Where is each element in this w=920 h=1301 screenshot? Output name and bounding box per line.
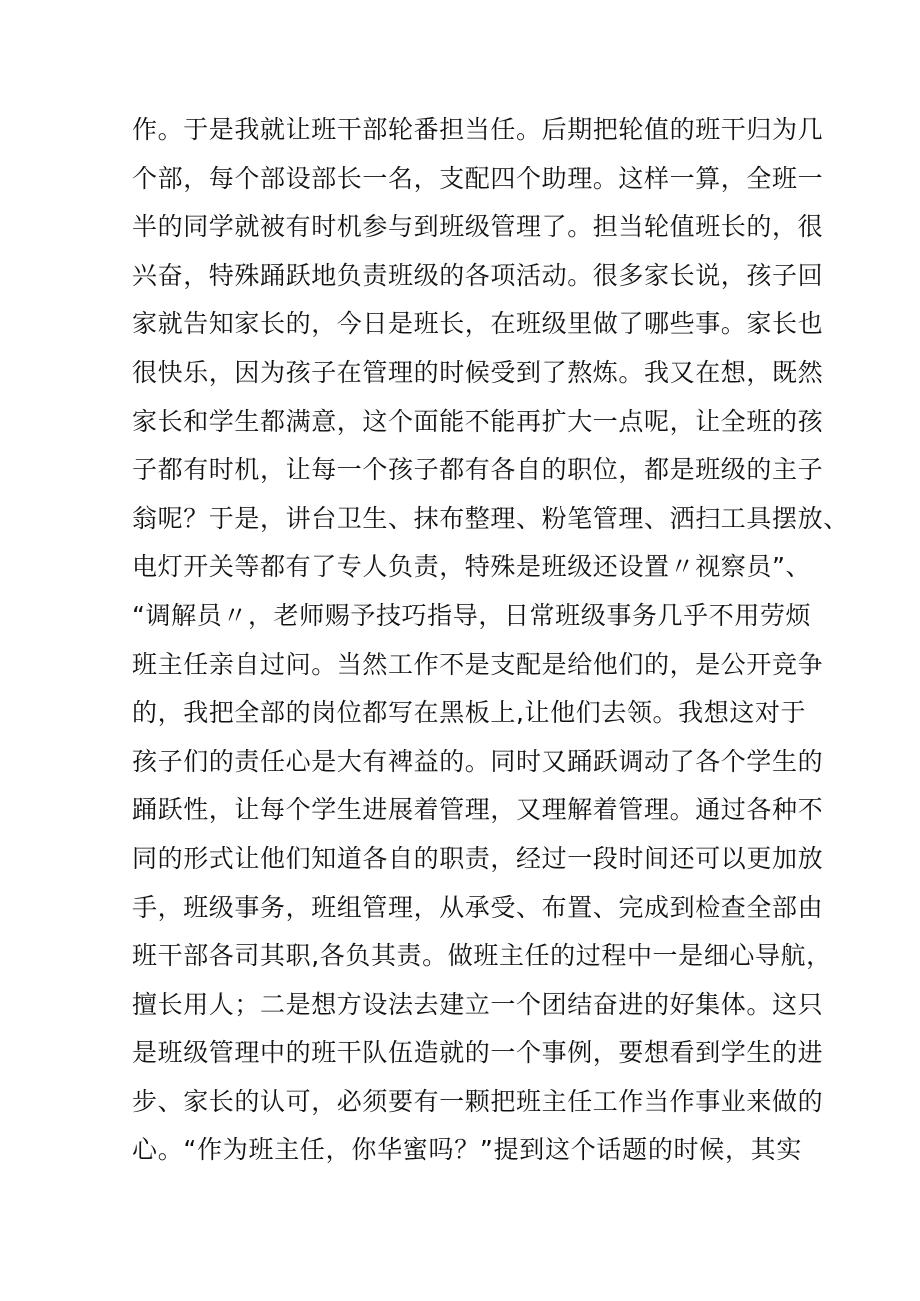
text-line: 家长和学生都满意，这个面能不能再扩大一点呢，让全班的孩 xyxy=(132,406,824,436)
text-line: 是班级管理中的班干队伍造就的一个事例，要想看到学生的进 xyxy=(132,1038,824,1068)
text-line: 子都有时机，让每一个孩子都有各自的职位，都是班级的主子 xyxy=(132,455,824,485)
text-line: 心。“作为班主任，你华蜜吗？”提到这个话题的时候，其实 xyxy=(132,1135,802,1165)
text-line: 个部，每个部设部长一名，支配四个助理。这样一算，全班一 xyxy=(132,163,824,193)
text-line: 擅长用人；二是想方设法去建立一个团结奋进的好集体。这只 xyxy=(132,989,824,1019)
text-line: 兴奋，特殊踊跃地负责班级的各项活动。很多家长说，孩子回 xyxy=(132,260,824,290)
text-line: 班主任亲自过问。当然工作不是支配是给他们的，是公开竞争 xyxy=(132,649,824,679)
body-paragraph xyxy=(132,106,849,1175)
text-line: 电灯开关等都有了专人负责，特殊是班级还设置〃视察员”、 xyxy=(132,552,812,582)
text-line: 很快乐，因为孩子在管理的时候受到了熬炼。我又在想，既然 xyxy=(132,357,824,387)
text-line: 翁呢？于是，讲台卫生、抹布整理、粉笔管理、洒扫工具摆放、 xyxy=(132,503,849,533)
text-line: 踊跃性，让每个学生进展着管理，又理解着管理。通过各种不 xyxy=(132,795,824,825)
text-line: 作。于是我就让班干部轮番担当任。后期把轮值的班干归为几 xyxy=(132,115,824,144)
text-line: 手，班级事务，班组管理，从承受、布置、完成到检查全部由 xyxy=(132,892,824,922)
text-line: 家就告知家长的，今日是班长，在班级里做了哪些事。家长也 xyxy=(132,309,824,339)
text-line: 半的同学就被有时机参与到班级管理了。担当轮值班长的，很 xyxy=(132,212,824,242)
text-line: 班干部各司其职,各负其责。做班主任的过程中一是细心导航， xyxy=(132,941,832,971)
text-line: “调解员〃，老师赐予技巧指导，日常班级事务几乎不用劳烦 xyxy=(132,600,812,630)
text-line: 的，我把全部的岗位都写在黑板上,让他们去领。我想这对于 xyxy=(132,698,807,728)
text-line: 同的形式让他们知道各自的职责，经过一段时间还可以更加放 xyxy=(132,843,824,873)
text-line: 步、家长的认可，必须要有一颗把班主任工作当作事业来做的 xyxy=(132,1086,824,1116)
text-line: 孩子们的责任心是大有裨益的。同时又踊跃调动了各个学生的 xyxy=(132,746,824,776)
